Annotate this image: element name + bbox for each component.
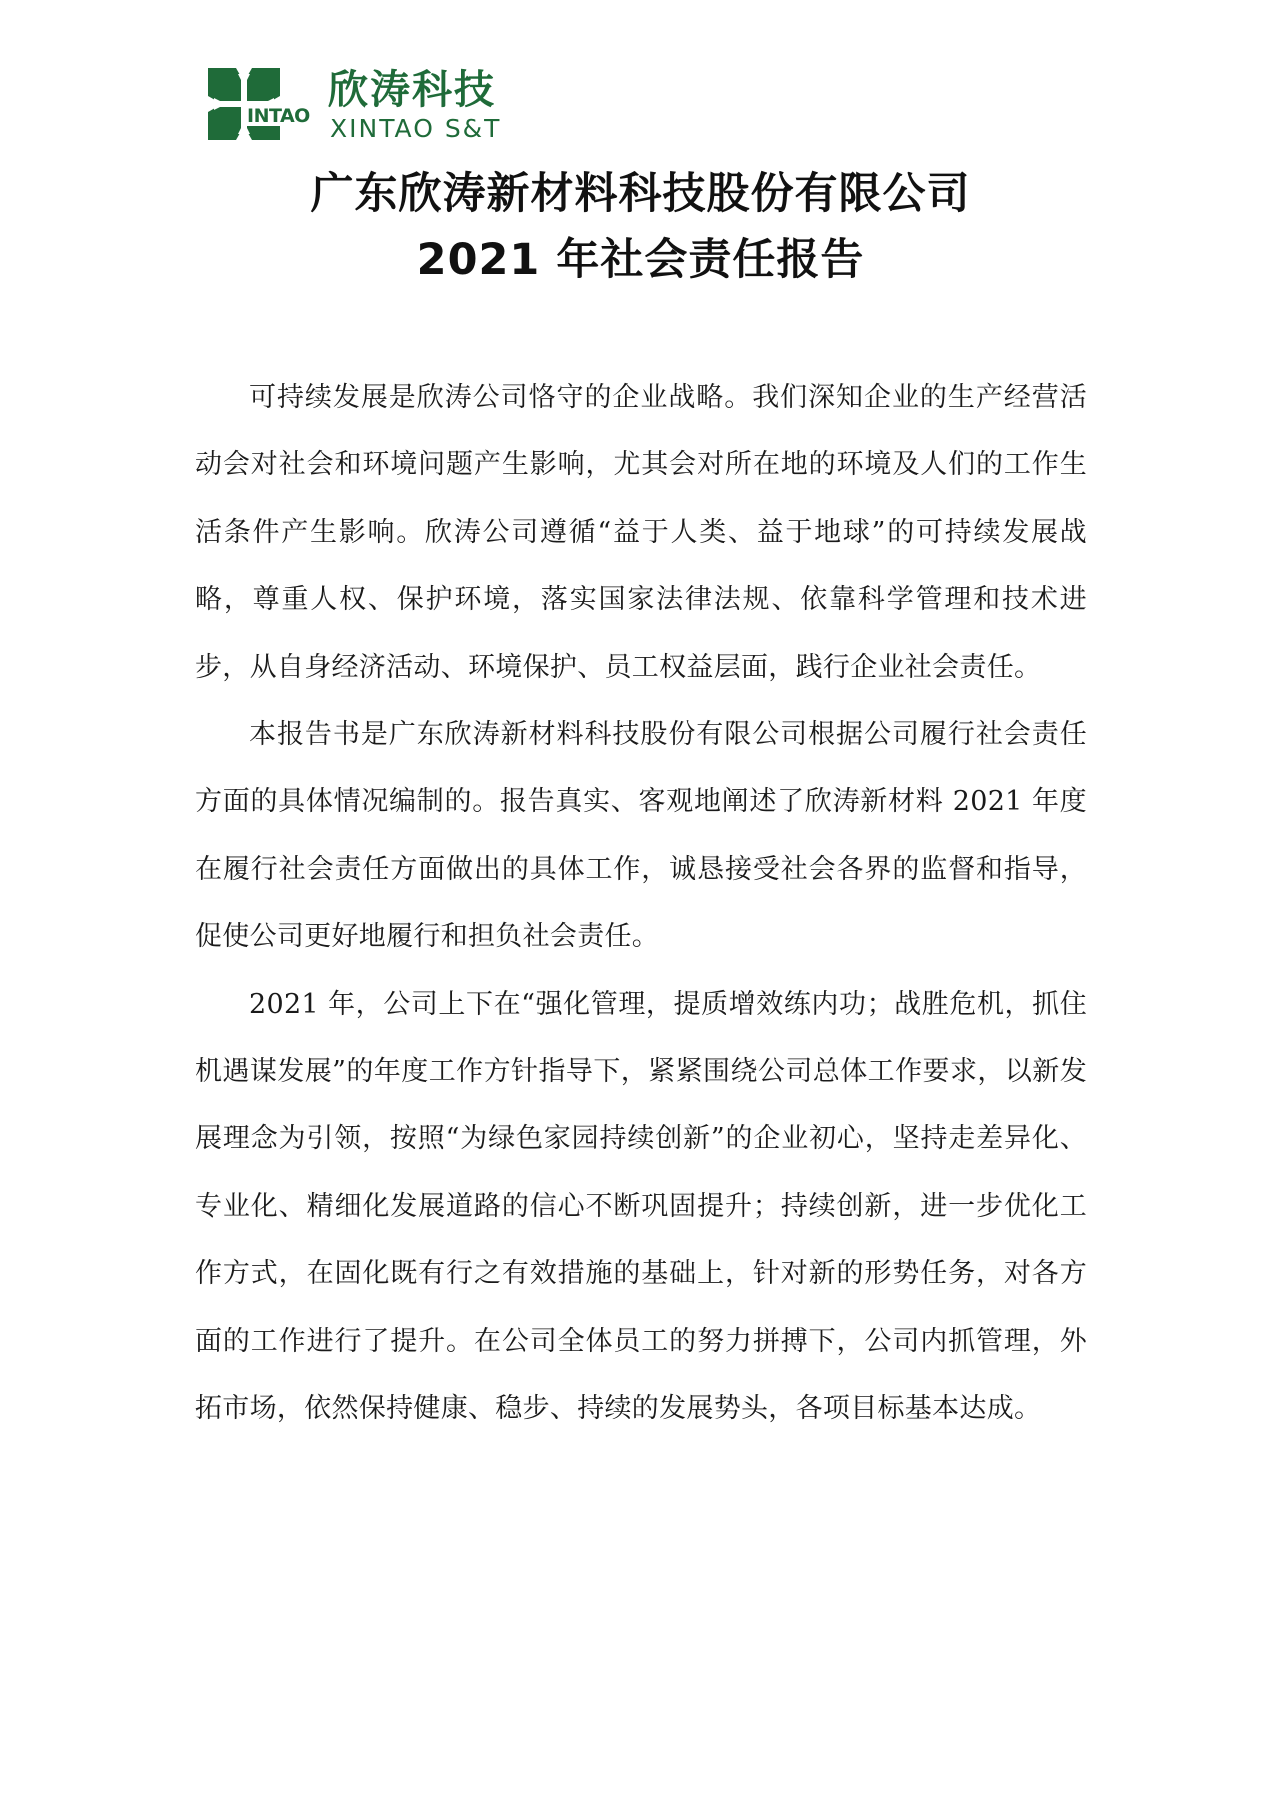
company-logo bbox=[208, 66, 538, 148]
paragraph-2021-summary: 2021 年，公司上下在“强化管理，提质增效练内功；战胜危机，抓住机遇谋发展”的年度工作方针指导下，紧紧围绕公司总体工作要求，以新发展理念为引领，按照“为绿色家园持续创新”的企业初心，坚持走差异化、专业化、精细化发展道路的信心不断巩固提升；持续创新，进一步优化工作方式，在固化既有行之有效措施的基础上，针对新的形势任务，对各方面的工作进行了提升。在公司全体员工的努力拼搏下，公司内抓管理，外拓市场，依然保持健康、稳步、持续的发展势头，各项目标基本达成。 bbox=[195, 988, 1087, 1425]
report-title-company: 广东欣涛新材料科技股份有限公司 bbox=[310, 169, 971, 219]
logo-english-name: XINTAO S&T bbox=[330, 114, 502, 143]
paragraph-report-scope: 本报告书是广东欣涛新材料科技股份有限公司根据公司履行社会责任方面的具体情况编制的。报告真实、客观地阐述了欣涛新材料 2021 年度在履行社会责任方面做出的具体工作，诚恳接受社会各界的监督和指导，促使公司更好地履行和担负社会责任。 bbox=[195, 719, 1087, 953]
logo-chinese-name: 欣涛科技 bbox=[328, 67, 496, 113]
logo-mark-text: INTAO bbox=[247, 105, 310, 127]
report-body bbox=[195, 364, 1087, 1443]
paragraph-intro: 可持续发展是欣涛公司恪守的企业战略。我们深知企业的生产经营活动会对社会和环境问题产生影响，尤其会对所在地的环境及人们的工作生活条件产生影响。欣涛公司遵循“益于人类、益于地球”的可持续发展战略，尊重人权、保护环境，落实国家法律法规、依靠科学管理和技术进步，从自身经济活动、环境保护、员工权益层面，践行企业社会责任。 bbox=[195, 382, 1087, 683]
xintao-logo-icon bbox=[208, 68, 280, 140]
report-title-year: 2021 年社会责任报告 bbox=[416, 235, 865, 285]
